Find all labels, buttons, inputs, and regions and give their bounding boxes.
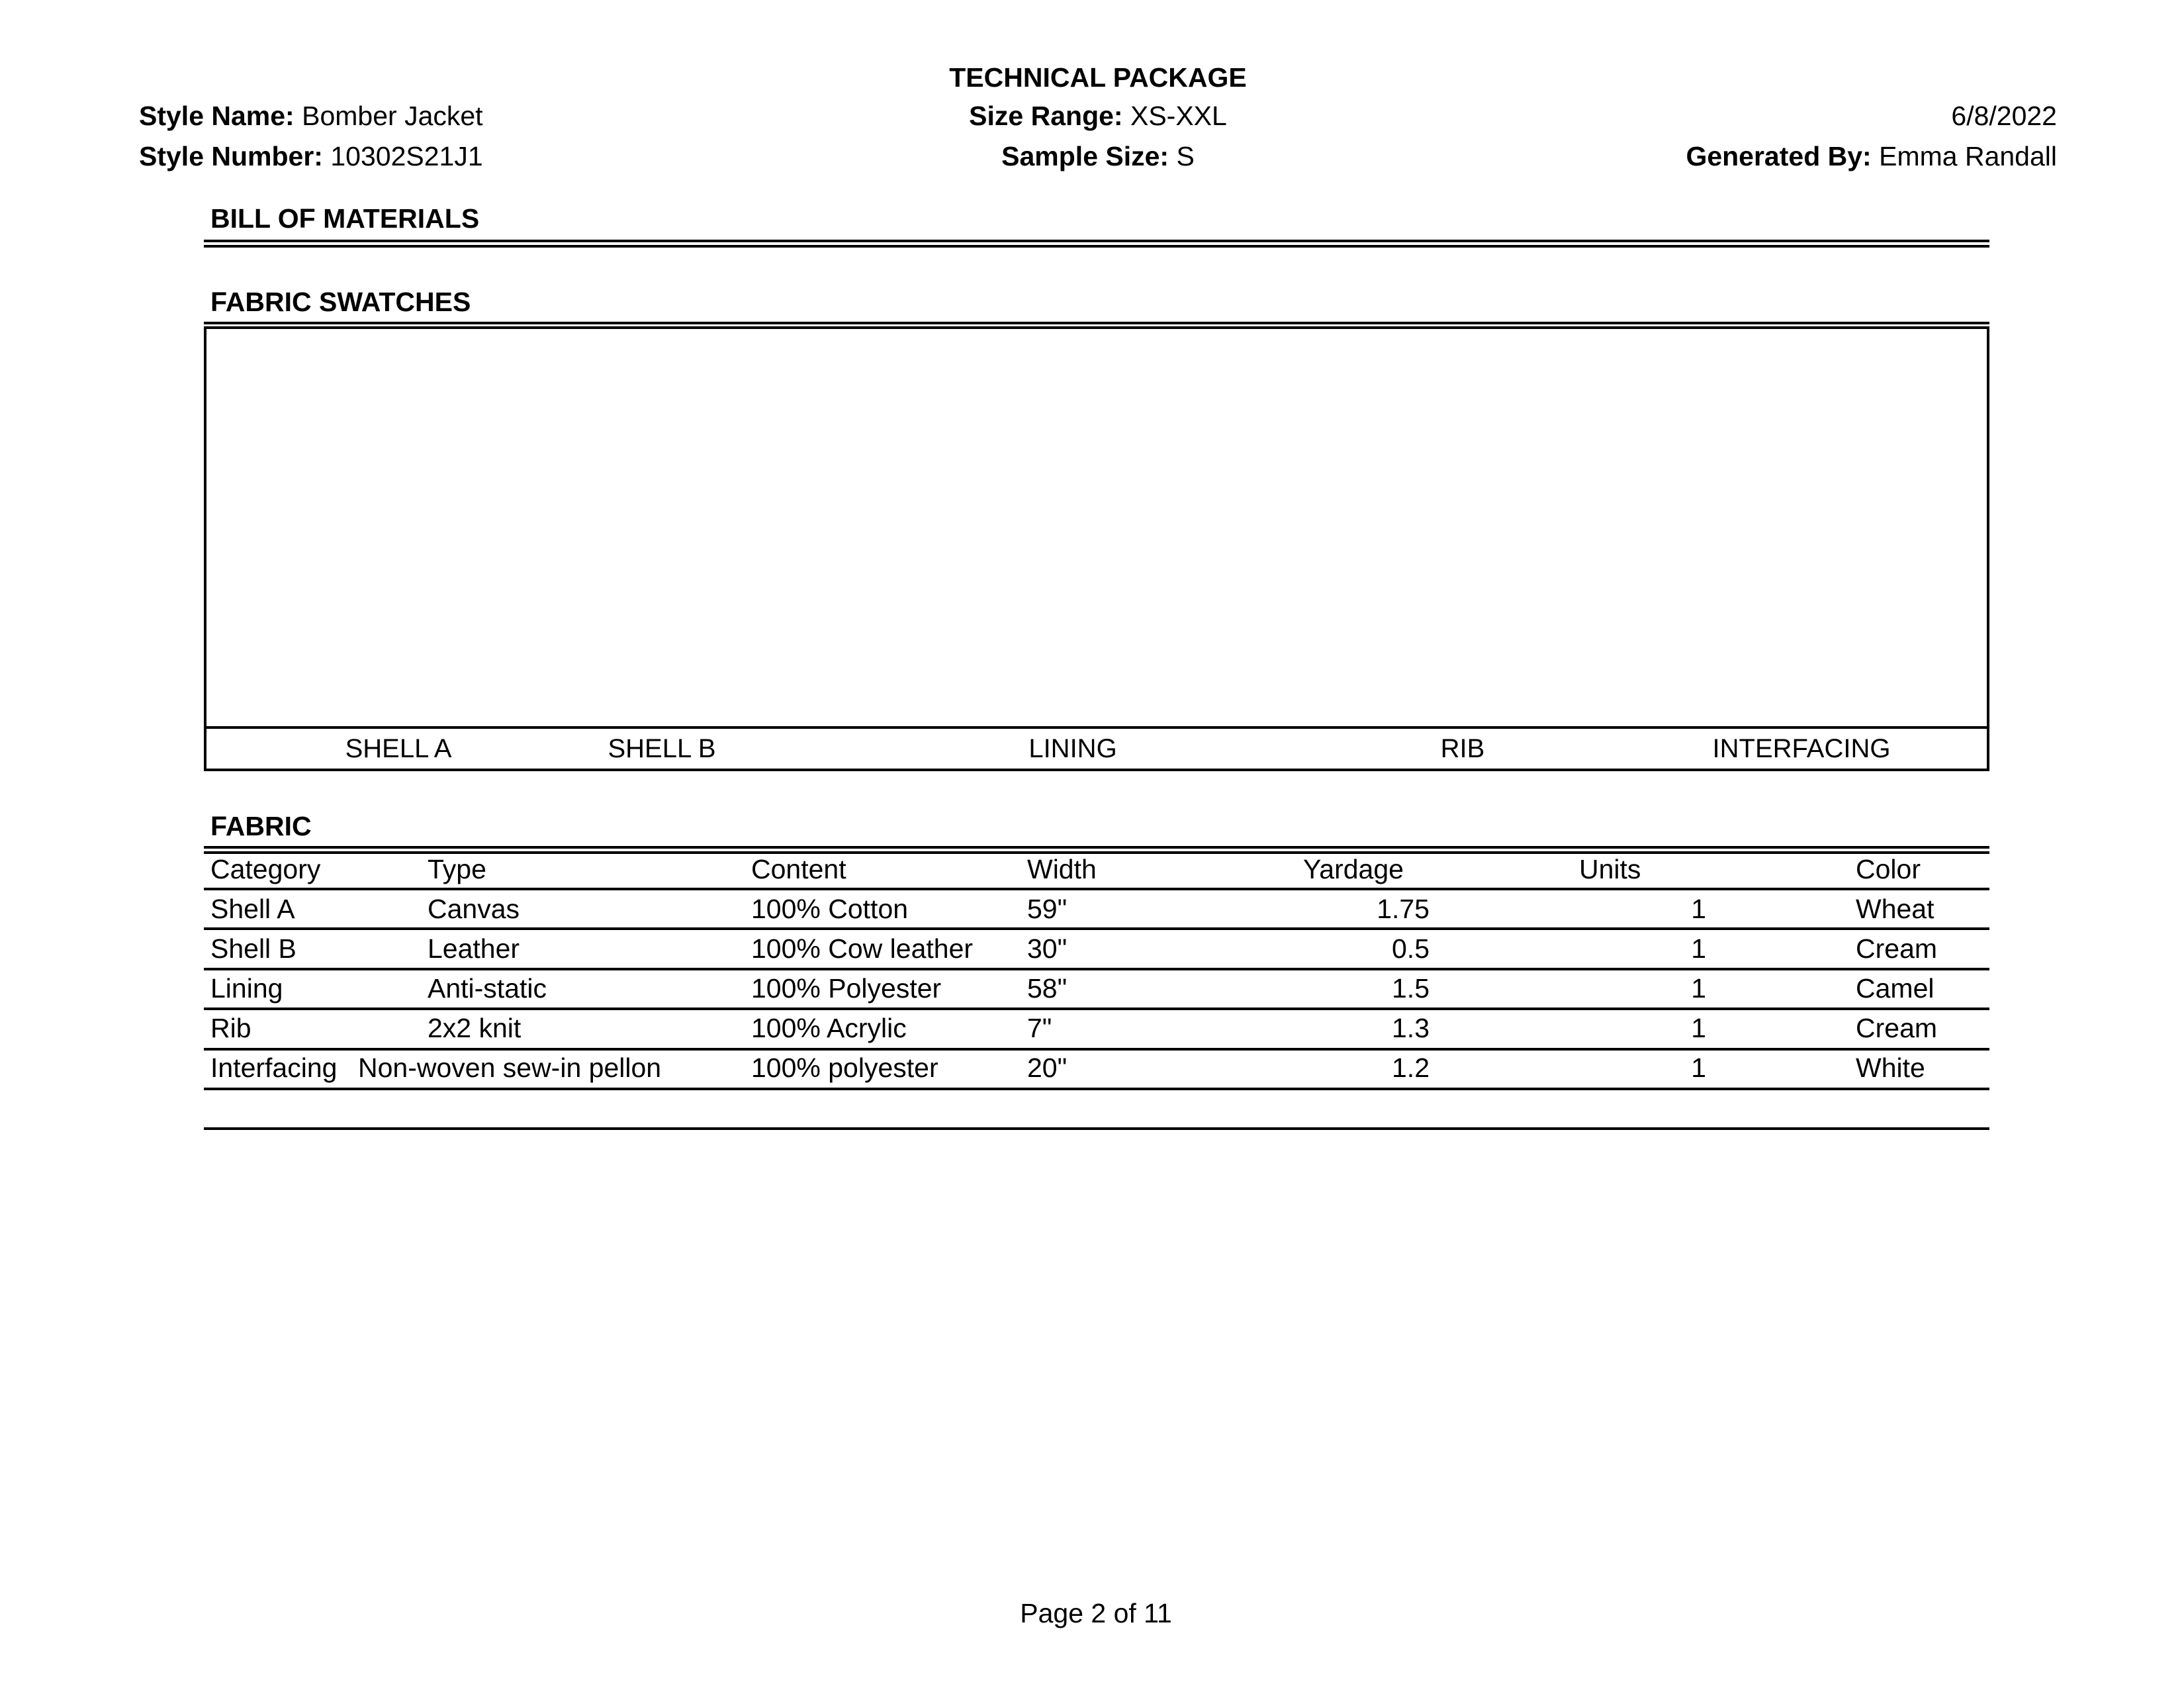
fabric-heading: FABRIC (210, 811, 312, 841)
cell-category: Shell B (210, 933, 296, 964)
cell-width: 58" (1027, 973, 1068, 1004)
cell-yardage: 0.5 (1392, 933, 1430, 964)
cell-color: Cream (1856, 1013, 1938, 1043)
cell-yardage: 1.75 (1377, 894, 1430, 924)
sample-size-value: S (1176, 141, 1195, 171)
style-number-value: 10302S21J1 (330, 141, 483, 171)
cell-category: Interfacing (210, 1053, 338, 1083)
style-name-label: Style Name: (139, 101, 295, 131)
swatch-divider (206, 726, 1987, 729)
cell-color: Wheat (1856, 894, 1934, 924)
page-number: Page 2 of 11 (1020, 1598, 1172, 1628)
generated-by-label: Generated By: (1686, 141, 1872, 171)
row-divider (204, 1008, 1989, 1010)
cell-content: 100% Cow leather (751, 933, 974, 964)
col-header-yardage: Yardage (1303, 854, 1404, 884)
swatch-label-interfacing: INTERFACING (1712, 734, 1891, 763)
cell-category: Rib (210, 1013, 251, 1043)
page-title: TECHNICAL PACKAGE (949, 62, 1247, 93)
col-header-width: Width (1027, 854, 1097, 884)
bom-heading: BILL OF MATERIALS (210, 203, 480, 234)
cell-content: 100% polyester (751, 1053, 938, 1083)
cell-color: Camel (1856, 973, 1934, 1004)
swatches-rule (204, 322, 1989, 324)
cell-width: 20" (1027, 1053, 1068, 1083)
cell-width: 30" (1027, 933, 1068, 964)
col-header-units: Units (1579, 854, 1641, 884)
size-range-value: XS-XXL (1130, 101, 1227, 131)
col-header-type: Type (428, 854, 486, 884)
sample-size-label: Sample Size: (1001, 141, 1169, 171)
sample-size (1001, 141, 1195, 172)
cell-yardage: 1.2 (1392, 1053, 1430, 1083)
cell-units: 1 (1691, 1013, 1706, 1043)
cell-content: 100% Acrylic (751, 1013, 907, 1043)
cell-units: 1 (1691, 973, 1706, 1004)
cell-category: Shell A (210, 894, 295, 924)
cell-content: 100% Cotton (751, 894, 909, 924)
cell-type: 2x2 knit (428, 1013, 522, 1043)
row-divider (204, 888, 1989, 890)
date: 6/8/2022 (1951, 101, 2057, 131)
row-divider (204, 1088, 1989, 1090)
cell-yardage: 1.5 (1392, 973, 1430, 1004)
generated-by-value: Emma Randall (1879, 141, 2057, 171)
cell-color: Cream (1856, 933, 1938, 964)
cell-type: Anti-static (428, 973, 547, 1004)
swatch-label-shell-b: SHELL B (608, 734, 716, 763)
row-divider (204, 927, 1989, 930)
col-header-content: Content (751, 854, 846, 884)
fabric-rule-top (204, 846, 1989, 849)
cell-units: 1 (1691, 933, 1706, 964)
cell-color: White (1856, 1053, 1925, 1083)
size-range-label: Size Range: (969, 101, 1123, 131)
size-range (969, 101, 1227, 132)
style-name (139, 101, 483, 132)
generated-by (1686, 141, 2057, 172)
cell-yardage: 1.3 (1392, 1013, 1430, 1043)
cell-width: 7" (1027, 1013, 1052, 1043)
swatches-heading: FABRIC SWATCHES (210, 287, 471, 317)
cell-units: 1 (1691, 1053, 1706, 1083)
row-divider (204, 968, 1989, 970)
cell-type: Canvas (428, 894, 520, 924)
col-header-category: Category (210, 854, 321, 884)
fabric-rule-bottom (204, 1127, 1989, 1130)
swatch-box (204, 326, 1989, 771)
bom-rule-bottom (204, 245, 1989, 248)
swatch-label-lining: LINING (1028, 734, 1117, 763)
cell-width: 59" (1027, 894, 1068, 924)
swatch-label-shell-a: SHELL A (345, 734, 452, 763)
style-number-label: Style Number: (139, 141, 323, 171)
row-divider (204, 1048, 1989, 1051)
cell-type: Non-woven sew-in pellon (358, 1053, 662, 1083)
cell-category: Lining (210, 973, 283, 1004)
col-header-color: Color (1856, 854, 1921, 884)
swatch-label-rib: RIB (1440, 734, 1485, 763)
cell-units: 1 (1691, 894, 1706, 924)
style-name-value: Bomber Jacket (302, 101, 483, 131)
cell-content: 100% Polyester (751, 973, 942, 1004)
cell-type: Leather (428, 933, 520, 964)
bom-rule-top (204, 240, 1989, 242)
style-number (139, 141, 483, 172)
